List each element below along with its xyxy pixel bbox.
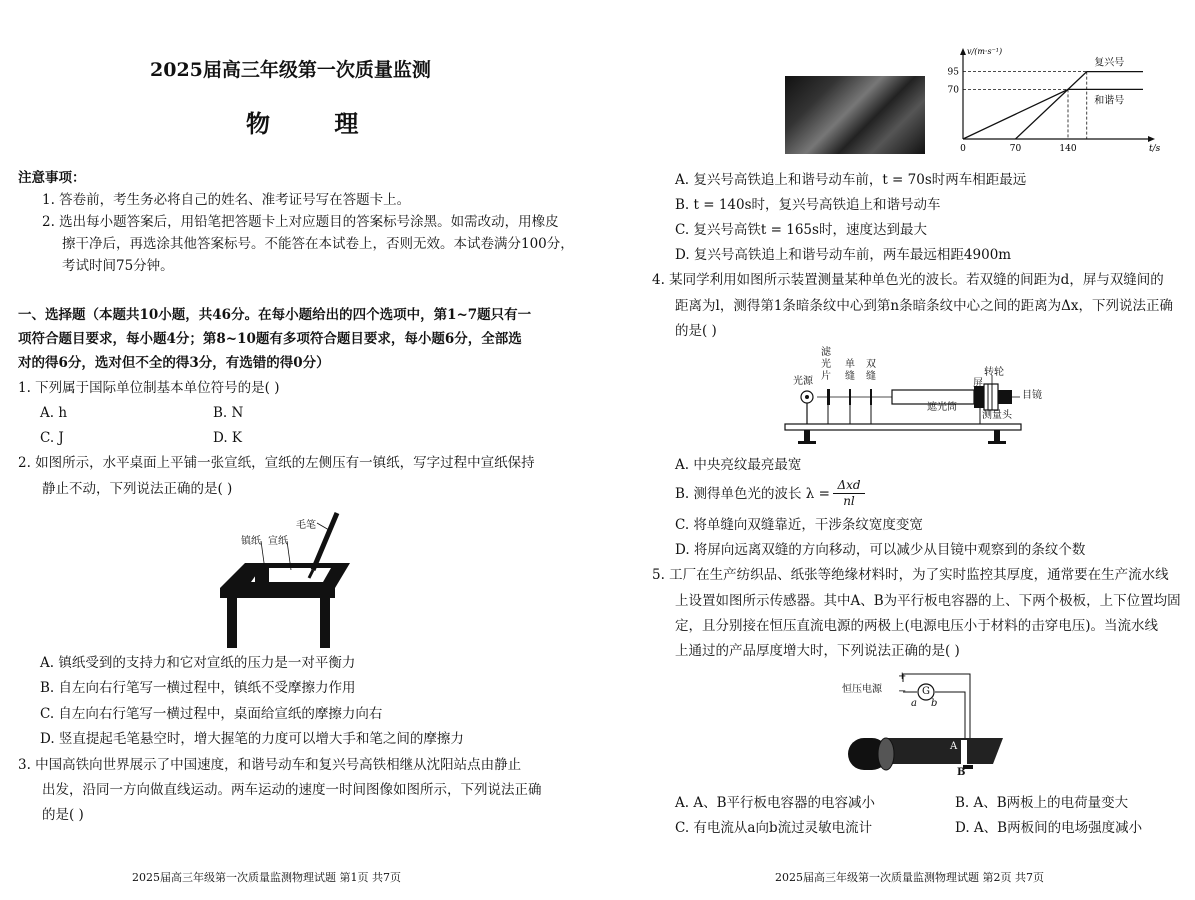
q1-option-b: B. N xyxy=(213,405,244,421)
q1-option-d: D. K xyxy=(213,430,243,446)
note-1: 1. 答卷前，考生务必将自己的姓名、准考证号写在答题卡上。 xyxy=(42,192,411,208)
question-4-line3: 的是( ) xyxy=(675,323,717,339)
q5-option-c: C. 有电流从a向b流过灵敏电流计 xyxy=(675,820,873,836)
section-heading-line3: 对的得6分，选对但不全的得3分，有选错的得0分） xyxy=(18,355,330,371)
q3-option-c: C. 复兴号高铁t = 165s时，速度达到最大 xyxy=(675,222,927,238)
series-label-hexie: 和谐号 xyxy=(1094,95,1125,107)
desk-leg xyxy=(227,596,237,648)
q2-option-d: D. 竖直提起毛笔悬空时，增大握笔的力度可以增大手和笔之间的摩擦力 xyxy=(40,731,464,747)
page-footer: 2025届高三年级第一次质量监测物理试题 第1页 共7页 xyxy=(132,871,401,884)
q5-option-a: A. A、B平行板电容器的电容减小 xyxy=(675,795,876,811)
page-1 xyxy=(0,0,580,900)
fig5-label-minus: − xyxy=(898,686,907,697)
fig4-label-source: 光源 xyxy=(793,376,813,387)
question-3-line2: 出发，沿同一方向做直线运动。两车运动的速度一时间图像如图所示，下列说法正确 xyxy=(42,782,542,798)
y-tick-label: 70 xyxy=(947,85,959,96)
q5-option-d: D. A、B两板间的电场强度减小 xyxy=(955,820,1143,836)
section-heading-line2: 项符合题目要求，每小题4分；第8~10题有多项符合题目要求，每小题6分，全部选 xyxy=(18,331,522,347)
q2-option-a: A. 镇纸受到的支持力和它对宣纸的压力是一对平衡力 xyxy=(40,655,356,671)
q5-option-b: B. A、B两板上的电荷量变大 xyxy=(955,795,1129,811)
q3-option-b: B. t = 140s时，复兴号高铁追上和谐号动车 xyxy=(675,197,941,213)
q4-option-a: A. 中央亮纹最亮最宽 xyxy=(675,457,802,473)
note-2-line3: 考试时间75分钟。 xyxy=(62,258,174,274)
q4-option-d: D. 将屏向远离双缝的方向移动，可以减少从目镜中观察到的条纹个数 xyxy=(675,542,1086,558)
question-2-line1: 2. 如图所示，水平桌面上平铺一张宣纸，宣纸的左侧压有一镇纸，写字过程中宣纸保持 xyxy=(18,455,535,471)
fig4-label-single-slit: 单缝 xyxy=(845,359,855,382)
subject-title: 物 理 xyxy=(246,109,387,138)
note-2-line2: 擦干净后，再选涂其他答案标号。不能答在本试卷上，否则无效。本试卷满分100分， xyxy=(62,236,574,252)
paperweight xyxy=(255,568,269,582)
x-tick-label: 140 xyxy=(1059,144,1077,154)
question-5-line2: 上设置如图所示传感器。其中A、B为平行板电容器的上、下两个极板，上下位置均固 xyxy=(675,593,1181,609)
q1-option-a: A. h xyxy=(40,405,68,421)
q4-option-b: B. 测得单色光的波长 λ = xyxy=(675,486,830,502)
question-3-line3: 的是( ) xyxy=(42,807,84,823)
notes-heading: 注意事项： xyxy=(18,170,86,186)
fig2-label-brush: 毛笔 xyxy=(296,520,316,531)
exam-title: 2025届高三年级第一次质量监测 xyxy=(150,59,431,81)
question-2-line2: 静止不动，下列说法正确的是( ) xyxy=(42,481,233,497)
fig4-label-eyepiece: 目镜 xyxy=(1022,390,1042,401)
question-5-line4: 上通过的产品厚度增大时，下列说法正确的是( ) xyxy=(675,643,960,659)
section-heading-line1: 一、选择题（本题共10小题，共46分。在每小题给出的四个选项中，第1~7题只有一 xyxy=(18,307,532,323)
wavelength-formula xyxy=(833,478,865,509)
formula-numerator: Δxd xyxy=(837,478,861,492)
fig4-label-measuring-head: 测量头 xyxy=(982,410,1012,421)
fig5-label-a: a xyxy=(911,698,917,709)
y-tick-label: 95 xyxy=(947,67,959,78)
fig2-label-paperweight: 镇纸 xyxy=(241,536,261,547)
q1-option-c: C. J xyxy=(40,430,64,446)
velocity-time-chart xyxy=(938,42,1188,160)
eyepiece-icon xyxy=(998,390,1012,404)
fig4-label-double-slit: 双缝 xyxy=(866,359,876,382)
fig5-label-plus: + xyxy=(898,671,907,682)
desk-leg xyxy=(320,596,330,648)
q3-option-a: A. 复兴号高铁追上和谐号动车前，t = 70s时两车相距最远 xyxy=(675,172,1027,188)
question-5-line1: 5. 工厂在生产纺织品、纸张等绝缘材料时，为了实时监控其厚度，通常要在生产流水线 xyxy=(652,567,1169,583)
fig5-label-b: b xyxy=(931,698,938,709)
series-label-fuxing: 复兴号 xyxy=(1094,57,1125,69)
q2-option-c: C. 自左向右行笔写一横过程中，桌面给宣纸的摩擦力向右 xyxy=(40,706,383,722)
filter-icon xyxy=(827,389,830,405)
question-4-line1: 4. 某同学利用如图所示装置测量某种单色光的波长。若双缝的间距为d，屏与双缝间的 xyxy=(652,272,1164,288)
question-4-line2: 距离为l，测得第1条暗条纹中心到第n条暗条纹中心之间的距离为Δx，下列说法正确 xyxy=(675,298,1173,314)
fig5-label-plate-b: B xyxy=(957,767,966,778)
plate-a xyxy=(961,740,967,764)
y-axis-label: v/(m·s⁻¹) xyxy=(967,47,1003,56)
question-1: 1. 下列属于国际单位制基本单位符号的是( ) xyxy=(18,380,280,396)
fig5-label-power-supply: 恒压电源 xyxy=(842,684,882,695)
note-2-line1: 2. 选出每小题答案后，用铅笔把答题卡上对应题目的答案标号涂黑。如需改动，用橡皮 xyxy=(42,214,559,230)
fig4-label-filter: 滤光片 xyxy=(821,347,831,382)
brush-icon xyxy=(313,513,337,570)
fig4-label-wheel: 转轮 xyxy=(984,367,1004,378)
page-footer: 2025届高三年级第一次质量监测物理试题 第2页 共7页 xyxy=(775,871,1044,884)
q4-option-c: C. 将单缝向双缝靠近，干涉条纹宽度变宽 xyxy=(675,517,923,533)
q3-option-d: D. 复兴号高铁追上和谐号动车前，两车最远相距4900m xyxy=(675,247,1012,263)
question-5-line3: 定，且分别接在恒压直流电源的两极上(电源电压小于材料的击穿电压)。当流水线 xyxy=(675,618,1159,634)
x-tick-label: 70 xyxy=(1009,144,1022,154)
fig2-label-paper: 宣纸 xyxy=(268,536,288,547)
fig4-label-screen: 屏 xyxy=(973,378,983,389)
y-axis-arrow xyxy=(960,48,966,55)
page-2 xyxy=(620,0,1195,900)
double-slit-icon xyxy=(870,389,872,405)
single-slit-icon xyxy=(849,389,851,405)
x-axis-arrow xyxy=(1148,136,1155,142)
x-tick-label: 0 xyxy=(960,144,966,154)
formula-denominator: nl xyxy=(833,493,865,509)
x-axis-label: t/s xyxy=(1149,144,1161,154)
fig5-label-g: G xyxy=(922,686,930,697)
fig5-label-plate-a: A xyxy=(950,741,958,752)
desk-figure xyxy=(205,508,365,648)
fig4-label-tube: 遮光筒 xyxy=(927,402,957,413)
train-photo xyxy=(785,76,925,154)
question-3-line1: 3. 中国高铁向世界展示了中国速度，和谐号动车和复兴号高铁相继从沈阳站点由静止 xyxy=(18,757,522,773)
q2-option-b: B. 自左向右行笔写一横过程中，镇纸不受摩擦力作用 xyxy=(40,680,356,696)
